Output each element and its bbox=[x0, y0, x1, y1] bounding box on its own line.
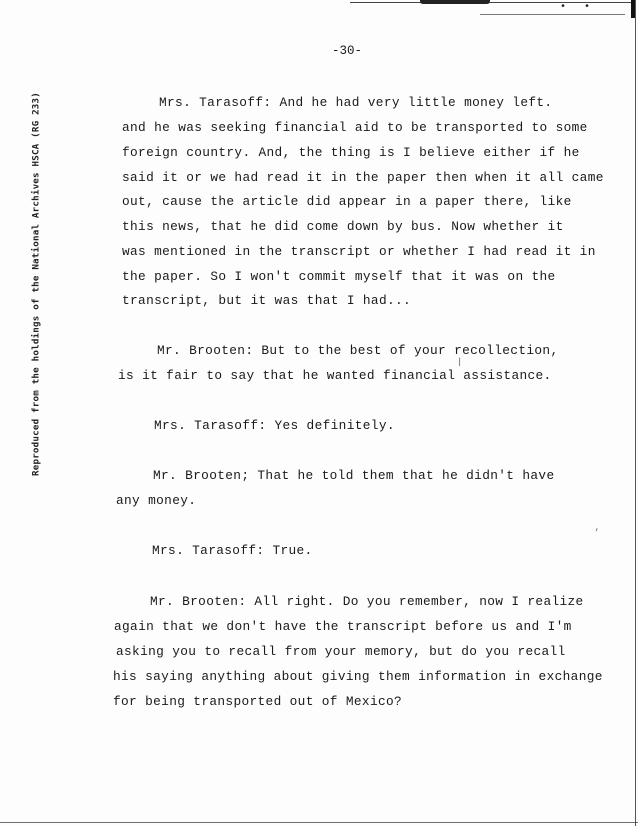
text-line: was mentioned in the transcript or whether I had read it in bbox=[122, 244, 596, 259]
text-line: out, cause the article did appear in a paper there, like bbox=[122, 194, 572, 209]
scan-artifact-top-line-2 bbox=[480, 14, 625, 15]
text-line: foreign country. And, the thing is I believe either if he bbox=[122, 145, 580, 160]
text-line: said it or we had read it in the paper then when it all came bbox=[122, 170, 604, 185]
text-line: Mr. Brooten: But to the best of your recollection, bbox=[157, 343, 559, 358]
scan-artifact-dots: • • bbox=[560, 2, 597, 13]
text-line: his saying anything about giving them information in exchange bbox=[113, 669, 603, 684]
text-line: and he was seeking financial aid to be transported to some bbox=[122, 120, 588, 135]
archive-margin-stamp: Reproduced from the holdings of the National Archives HSCA (RG 233) bbox=[30, 92, 42, 476]
page-number: -30- bbox=[331, 44, 362, 58]
scan-artifact-right-border bbox=[635, 0, 637, 826]
text-line: for being transported out of Mexico? bbox=[113, 694, 403, 709]
text-line: any money. bbox=[116, 493, 197, 508]
scan-artifact-speck: ’ bbox=[594, 528, 600, 538]
text-line: Mrs. Tarasoff: Yes definitely. bbox=[154, 418, 395, 433]
scan-artifact-smudge bbox=[420, 0, 490, 4]
text-line: asking you to recall from your memory, but do you recall bbox=[116, 644, 566, 659]
text-line: Mrs. Tarasoff: And he had very little money left. bbox=[159, 95, 553, 110]
text-line: the paper. So I won't commit myself that it was on the bbox=[122, 269, 556, 284]
scan-artifact-bottom-border bbox=[0, 822, 638, 823]
text-line: is it fair to say that he wanted financial assistance. bbox=[118, 368, 552, 383]
text-line: Mrs. Tarasoff: True. bbox=[152, 543, 313, 558]
text-line: this news, that he did come down by bus. Now whether it bbox=[122, 219, 564, 234]
text-line: Mr. Brooten: All right. Do you remember, now I realize bbox=[150, 594, 584, 609]
scan-artifact-speck: | bbox=[457, 357, 463, 367]
text-line: again that we don't have the transcript before us and I'm bbox=[114, 619, 572, 634]
text-line: transcript, but it was that I had... bbox=[122, 293, 412, 308]
text-line: Mr. Brooten; That he told them that he didn't have bbox=[153, 468, 555, 483]
